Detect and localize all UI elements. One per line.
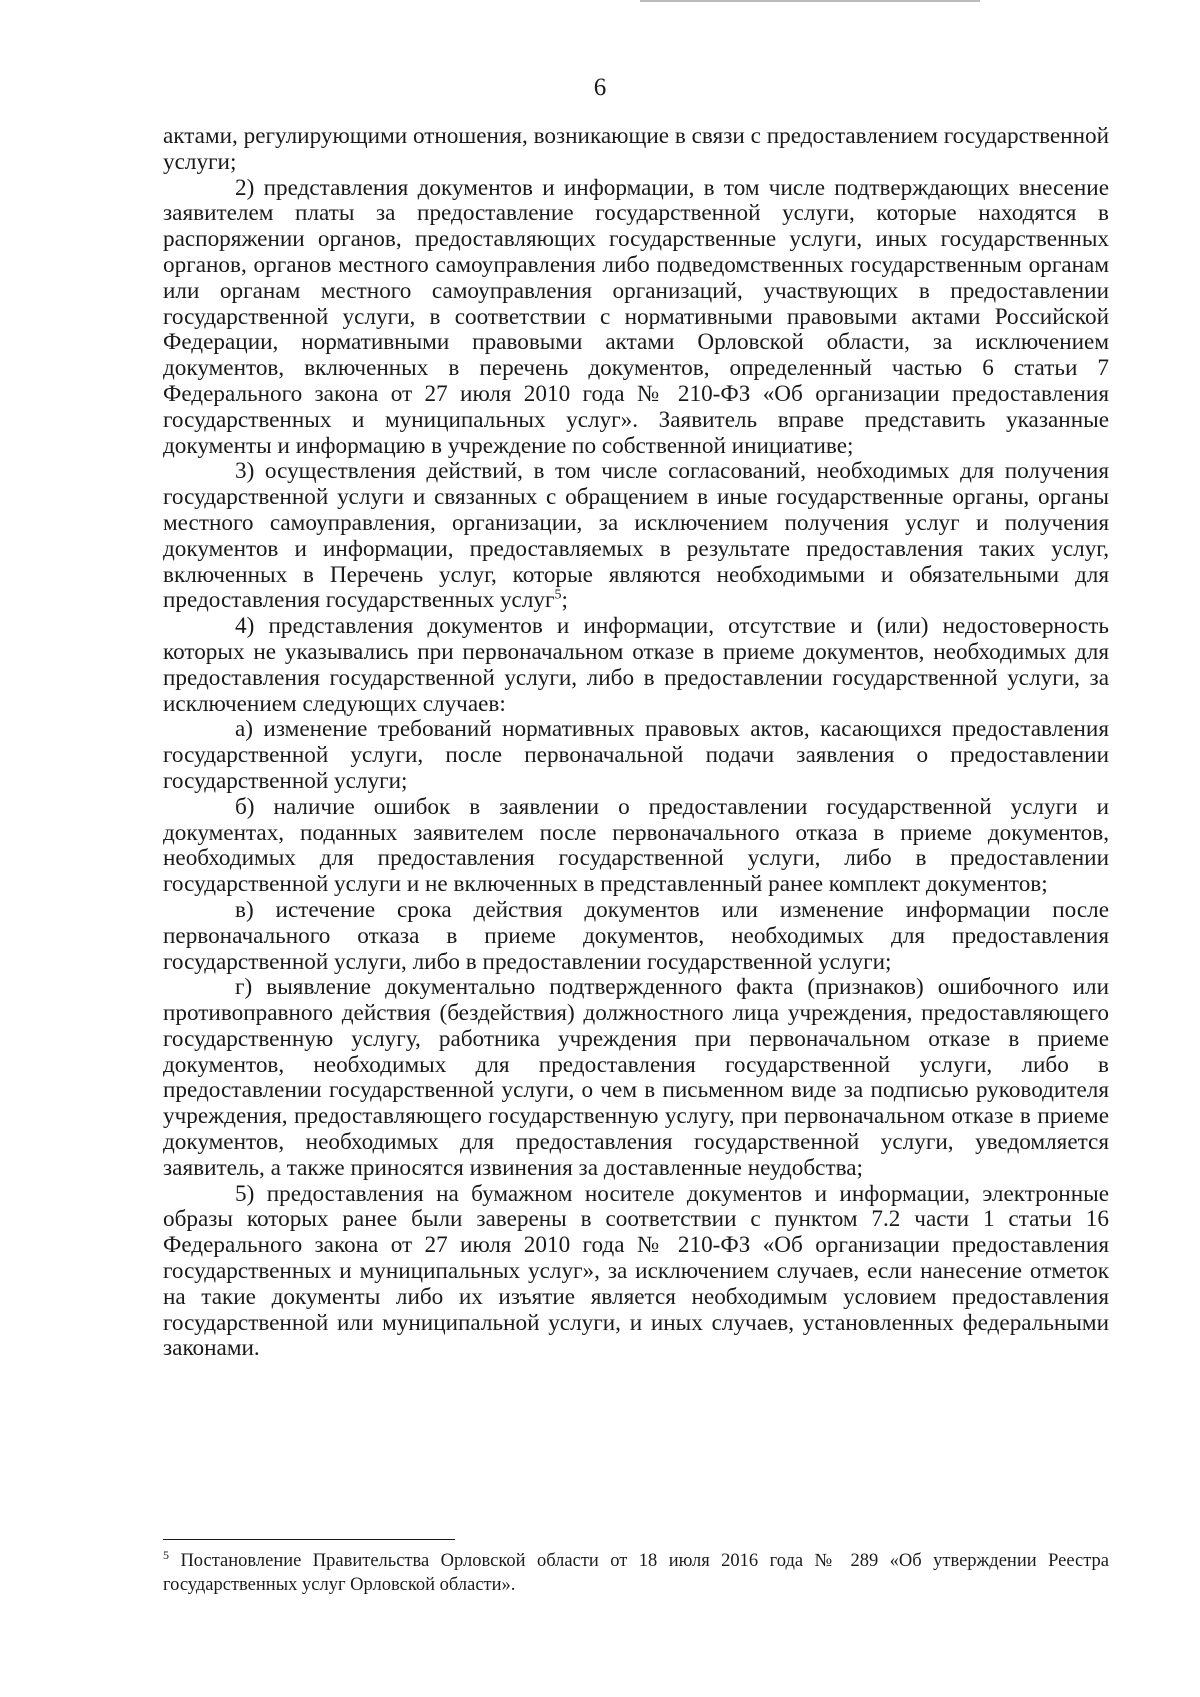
paragraph-item-4: [163, 614, 1109, 717]
page-number: 6: [593, 74, 607, 101]
paragraph-tail: ;: [561, 587, 568, 614]
footnote-reference: 5: [554, 587, 562, 603]
paragraph-text: б) наличие ошибок в заявлении о предоставлении государственной услуги и документах, поданных заявителем после первоначального отказа в приеме документов, необходимых для предоставления государственной услуги, либо в предоставлении государственной услуги и не включенных в представленный ранее комплект документов;: [163, 793, 1109, 898]
paragraph-subitem-b: [163, 795, 1109, 898]
paragraph-item-3: [163, 459, 1109, 614]
footnote-text: Постановление Правительства Орловской области от 18 июля 2016 года № 289 «Об утверждении Реестра государственных услуг Орловской области».: [163, 1551, 1109, 1595]
paragraph-subitem-v: [163, 898, 1109, 975]
footnote-separator: [163, 1539, 455, 1540]
paragraph-text: г) выявление документально подтвержденного факта (признаков) ошибочного или противоправного действия (бездействия) должностного лица учреждения, предоставляющего государственную услугу, работника учреждения при первоначальном отказе в приеме документов, необходимых для предоставления государственной услуги, либо в предоставлении государственной услуги, о чем в письменном виде за подписью руководителя учреждения, предоставляющего государственную услугу, при первоначальном отказе в приеме документов, необходимых для предоставления государственной услуги, уведомляется заявитель, а также приносятся извинения за доставленные неудобства;: [163, 974, 1109, 1181]
scan-artifact-line: [640, 0, 980, 2]
paragraph-text: актами, регулирующими отношения, возникающие в связи с предоставлением государственной услуги;: [163, 123, 1109, 175]
paragraph-text: 5) предоставления на бумажном носителе документов и информации, электронные образы которых ранее были заверены в соответствии с пунктом 7.2 части 1 статьи 16 Федерального закона от 27 июля 2010 года № 210-ФЗ «Об организации предоставления государственных и муниципальных услуг», за исключением случаев, если нанесение отметок на такие документы либо их изъятие является необходимым условием предоставления государственной или муниципальной услуги, и иных случаев, установленных федеральными законами.: [163, 1180, 1109, 1362]
paragraph-text: а) изменение требований нормативных правовых актов, касающихся предоставления государственной услуги, после первоначальной подачи заявления о предоставлении государственной услуги;: [163, 716, 1109, 794]
paragraph-text: 2) представления документов и информации, в том числе подтверждающих внесение заявителем платы за предоставление государственной услуги, которые находятся в распоряжении органов, предоставляющих государственные услуги, иных государственных органов, органов местного самоуправления либо подведомственных государственным органам или органам местного самоуправления организаций, участвующих в предоставлении государственной услуги, в соответствии с нормативными правовыми актами Российской Федерации, нормативными правовыми актами Орловской области, за исключением документов, включенных в перечень документов, определенный частью 6 статьи 7 Федерального закона от 27 июля 2010 года № 210-ФЗ «Об организации предоставления государственных и муниципальных услуг». Заявитель вправе представить указанные документы и информацию в учреждение по собственной инициативе;: [163, 174, 1109, 459]
paragraph-continuation: [163, 124, 1109, 176]
paragraph-text: 3) осуществления действий, в том числе согласований, необходимых для получения государственной услуги и связанных с обращением в иные государственные органы, органы местного самоуправления, организации, за исключением получения услуг и получения документов и информации, предоставляемых в результате предоставления таких услуг, включенных в Перечень услуг, которые являются необходимыми и обязательными для предоставления государственных услуг: [163, 458, 1109, 614]
paragraph-item-5: [163, 1182, 1109, 1363]
paragraph-subitem-a: [163, 717, 1109, 794]
document-body: [163, 124, 1109, 1362]
footnote: [163, 1547, 1109, 1597]
paragraph-item-2: [163, 176, 1109, 460]
footnote-marker: 5: [163, 1547, 169, 1562]
paragraph-text: 4) представления документов и информации, отсутствие и (или) недостоверность которых не указывались при первоначальном отказе в приеме документов, необходимых для предоставления государственной услуги, либо в предоставлении государственной услуги, за исключением следующих случаев:: [163, 613, 1109, 717]
paragraph-text: в) истечение срока действия документов или изменение информации после первоначального отказа в приеме документов, необходимых для предоставления государственной услуги, либо в предоставлении государственной услуги;: [163, 896, 1109, 975]
paragraph-subitem-g: [163, 975, 1109, 1181]
